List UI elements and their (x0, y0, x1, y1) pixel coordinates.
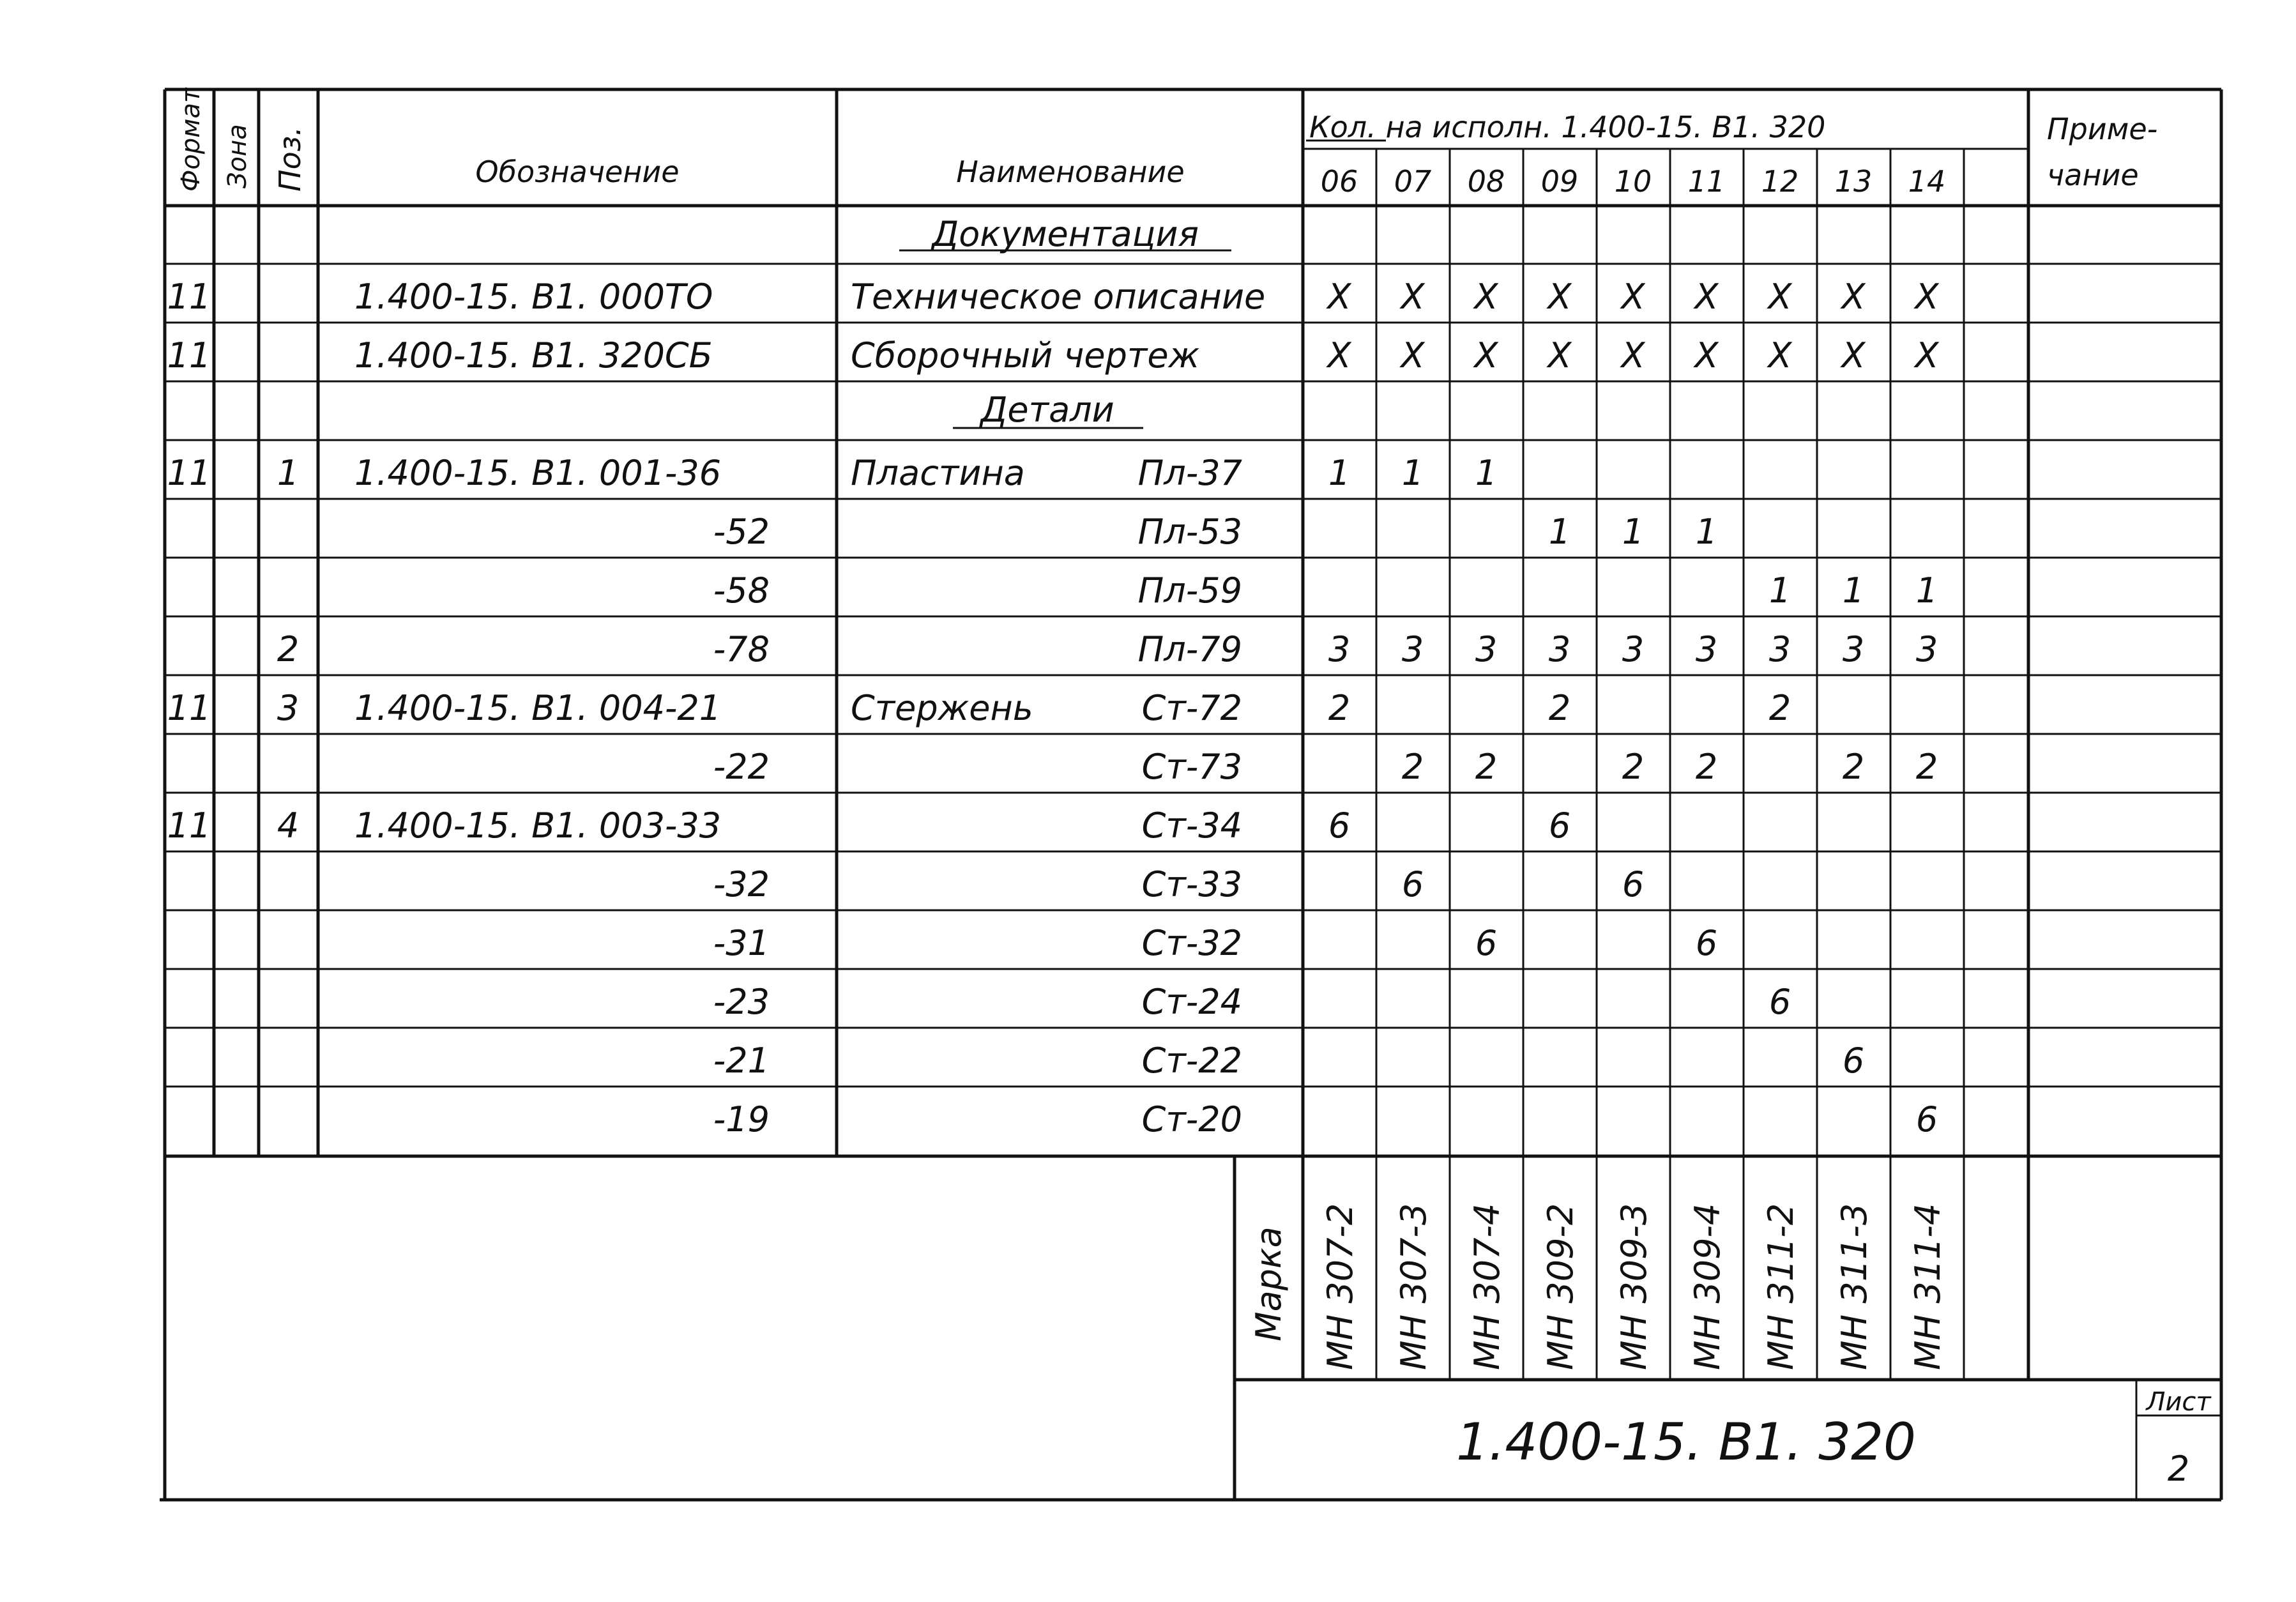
format-cell: 11 (167, 688, 211, 728)
designation-cell: 1.400-15. В1. 000ТО (354, 277, 713, 317)
marks-row (1320, 1203, 1948, 1370)
mark-value: МН 311-3 (1834, 1203, 1874, 1370)
column-variant: 11 (1687, 164, 1726, 199)
position-cell: 1 (277, 453, 300, 493)
table-row (713, 1041, 1864, 1081)
quantity-cell: X (1841, 335, 1866, 376)
quantity-cell: 2 (1842, 747, 1865, 787)
designation-cell: -78 (713, 629, 770, 669)
column-variant: 08 (1467, 164, 1505, 199)
quantity-cell: 2 (1401, 747, 1424, 787)
quantity-cell: X (1401, 335, 1425, 376)
quantity-cell: 3 (1842, 629, 1865, 669)
quantity-cell: 3 (1401, 629, 1424, 669)
column-variant: 09 (1540, 164, 1579, 199)
quantity-cell: X (1841, 277, 1866, 317)
quantity-cell: X (1401, 277, 1425, 317)
position-cell: 2 (277, 629, 300, 669)
table-row (713, 570, 1938, 611)
mark-cell: Ст-33 (1141, 864, 1242, 904)
column-variant: 13 (1834, 164, 1873, 199)
column-variant: 07 (1394, 164, 1432, 199)
mark-cell: Ст-73 (1141, 747, 1242, 787)
quantity-cell: 1 (1695, 512, 1718, 552)
quantity-cell: 2 (1622, 747, 1645, 787)
quantity-cell: 3 (1328, 629, 1351, 669)
quantity-cell: 3 (1622, 629, 1645, 669)
table-row (167, 335, 1940, 376)
quantity-cell: 3 (1475, 629, 1498, 669)
section-details: Детали (980, 390, 1114, 430)
designation-cell: -52 (713, 512, 770, 552)
header-position: Поз. (273, 126, 307, 192)
mark-value: МН 307-4 (1467, 1203, 1507, 1370)
quantity-cell: 1 (1842, 570, 1865, 611)
designation-cell: -31 (713, 923, 770, 963)
column-variant: 14 (1908, 164, 1946, 199)
quantity-cell: 6 (1475, 923, 1498, 963)
quantity-cell: X (1768, 335, 1792, 376)
mark-cell: Ст-32 (1141, 923, 1242, 963)
sheet-label: Лист (2146, 1387, 2211, 1417)
mark-cell: Ст-24 (1141, 982, 1242, 1022)
mark-cell: Ст-20 (1141, 1099, 1242, 1140)
header-zone: Зона (223, 124, 252, 188)
quantity-cell: 6 (1768, 982, 1791, 1022)
column-variant: 06 (1320, 164, 1358, 199)
sheet-number: 2 (2167, 1449, 2190, 1489)
mark-value: МН 311-2 (1761, 1203, 1801, 1370)
mark-cell: Пл-59 (1137, 570, 1242, 611)
quantity-cell: 6 (1328, 805, 1351, 846)
mark-cell: Ст-72 (1141, 688, 1242, 728)
quantity-cell: X (1694, 335, 1719, 376)
position-cell: 3 (277, 688, 300, 728)
quantity-cell: X (1621, 335, 1645, 376)
table-row (277, 629, 1938, 669)
quantity-cell: 2 (1915, 747, 1938, 787)
quantity-cell: 6 (1548, 805, 1571, 846)
mark-cell: Пл-79 (1137, 629, 1242, 669)
table-row (713, 982, 1791, 1022)
designation-cell: -19 (713, 1099, 770, 1140)
position-cell: 4 (277, 805, 300, 846)
mark-cell: Пл-37 (1137, 453, 1242, 493)
designation-cell: 1.400-15. В1. 001-36 (354, 453, 722, 493)
mark-cell: Ст-22 (1141, 1041, 1242, 1081)
quantity-cell: 1 (1475, 453, 1498, 493)
mark-value: МН 307-2 (1320, 1203, 1360, 1370)
document-code: 1.400-15. В1. 320 (1456, 1412, 1916, 1472)
header-name: Наименование (956, 155, 1185, 189)
header-designation: Обозначение (475, 155, 680, 189)
header-note-line1: Приме- (2047, 112, 2158, 146)
quantity-cell: X (1474, 335, 1498, 376)
table-row (713, 512, 1717, 552)
mark-value: МН 307-3 (1394, 1203, 1434, 1370)
name-cell: Пластина (851, 453, 1025, 493)
mark-value: МН 309-4 (1687, 1203, 1728, 1370)
quantity-cell: 2 (1475, 747, 1498, 787)
section-documentation: Документация (932, 214, 1199, 254)
designation-cell: 1.400-15. В1. 004-21 (354, 688, 722, 728)
table-row (167, 805, 1571, 846)
header-format: Формат (176, 88, 206, 192)
quantity-cell: 1 (1401, 453, 1424, 493)
quantity-cell: 6 (1622, 864, 1645, 904)
quantity-cell: X (1327, 335, 1351, 376)
quantity-cell: X (1694, 277, 1719, 317)
header-note-line2: чание (2047, 158, 2139, 192)
table-row (713, 747, 1938, 787)
table-row (167, 453, 1498, 493)
quantity-cell: X (1474, 277, 1498, 317)
quantity-cell: 6 (1695, 923, 1718, 963)
quantity-cell: 2 (1695, 747, 1718, 787)
quantity-cell: 1 (1622, 512, 1645, 552)
designation-cell: 1.400-15. В1. 003-33 (354, 805, 722, 846)
quantity-cell: X (1915, 277, 1939, 317)
quantity-cell: 6 (1915, 1099, 1938, 1140)
designation-cell: -23 (713, 982, 770, 1022)
quantity-cell: 2 (1548, 688, 1571, 728)
mark-label: Марка (1249, 1226, 1289, 1341)
designation-cell: -21 (713, 1041, 770, 1081)
format-cell: 11 (167, 805, 211, 846)
table-row (167, 688, 1791, 728)
mark-value: МН 309-2 (1540, 1203, 1581, 1370)
quantity-cell: X (1621, 277, 1645, 317)
format-cell: 11 (167, 277, 211, 317)
table-row (713, 864, 1644, 904)
designation-cell: 1.400-15. В1. 320СБ (354, 335, 713, 376)
designation-cell: -32 (713, 864, 770, 904)
column-variant: 10 (1614, 164, 1652, 199)
quantity-cell: X (1547, 277, 1572, 317)
quantity-cell: X (1768, 277, 1792, 317)
table-row (167, 277, 1940, 317)
quantity-cell: X (1547, 335, 1572, 376)
quantity-cell: 6 (1401, 864, 1424, 904)
quantity-cell: X (1327, 277, 1351, 317)
quantity-cell: 1 (1328, 453, 1351, 493)
name-cell: Техническое описание (851, 277, 1266, 317)
quantity-cell: 6 (1842, 1041, 1865, 1081)
designation-cell: -22 (713, 747, 770, 787)
column-variant: 12 (1761, 164, 1799, 199)
table-row (713, 1099, 1938, 1140)
quantity-cell: 3 (1548, 629, 1571, 669)
quantity-cell: 3 (1915, 629, 1938, 669)
format-cell: 11 (167, 335, 211, 376)
quantity-cell: 1 (1915, 570, 1938, 611)
quantity-cell: 3 (1768, 629, 1791, 669)
header-quantity: Кол. на исполн. 1.400-15. В1. 320 (1309, 110, 1826, 144)
quantity-cell: 3 (1695, 629, 1718, 669)
mark-cell: Пл-53 (1137, 512, 1242, 552)
mark-value: МН 309-3 (1614, 1203, 1654, 1370)
designation-cell: -58 (713, 570, 770, 611)
quantity-cell: 1 (1768, 570, 1791, 611)
quantity-cell: 1 (1548, 512, 1571, 552)
mark-cell: Ст-34 (1141, 805, 1242, 846)
mark-value: МН 311-4 (1908, 1203, 1948, 1370)
format-cell: 11 (167, 453, 211, 493)
name-cell: Стержень (851, 688, 1033, 728)
quantity-cell: X (1915, 335, 1939, 376)
variant-columns (1321, 164, 1946, 199)
name-cell: Сборочный чертеж (851, 335, 1200, 376)
quantity-cell: 2 (1768, 688, 1791, 728)
quantity-cell: 2 (1328, 688, 1351, 728)
table-row (713, 923, 1717, 963)
